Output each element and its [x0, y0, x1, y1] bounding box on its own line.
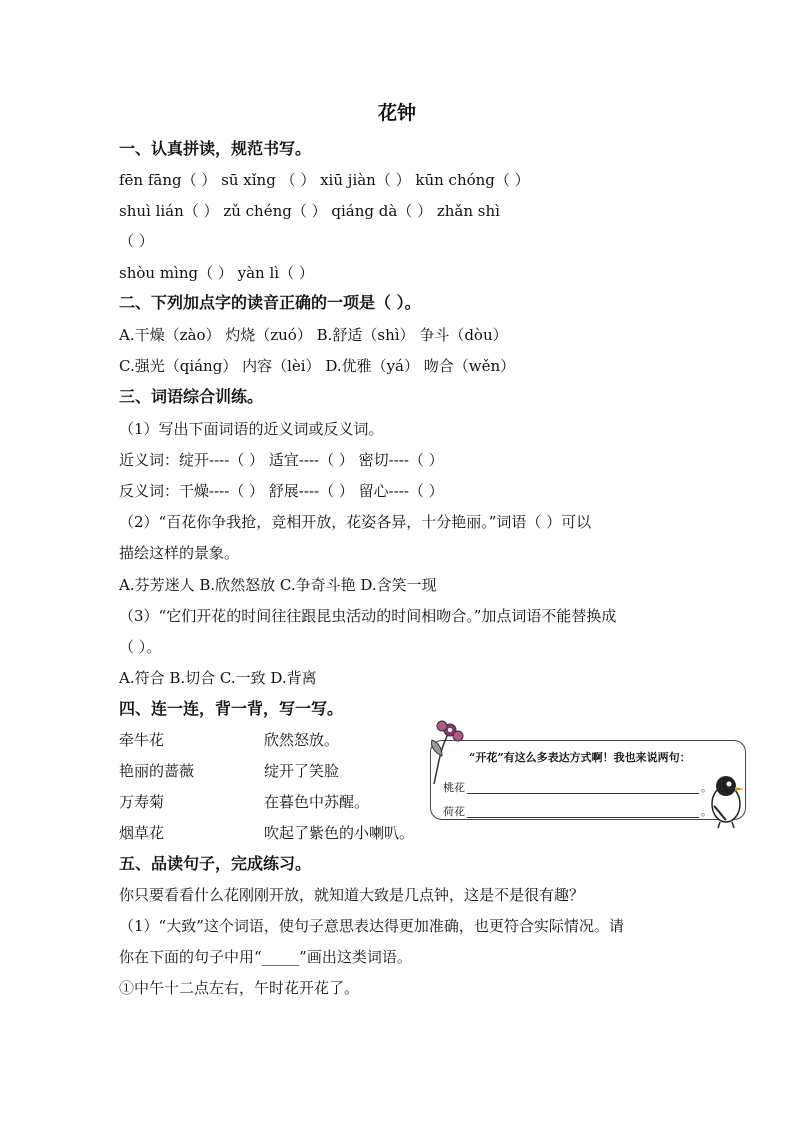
match-right-item: 吹起了紫色的小喇叭。 [264, 824, 415, 842]
inset-row-end: 。 [701, 781, 712, 794]
section3-q2-text-cont: 描绘这样的景象。 [119, 544, 240, 562]
match-right-item: 在暮色中苏醒。 [264, 793, 370, 811]
section3-q2-options: A.芬芳迷人 B.欣然怒放 C.争奇斗艳 D.含笑一现 [119, 576, 437, 594]
page-title: 花钟 [377, 102, 416, 124]
inset-row-label: 荷花 [443, 805, 465, 818]
pinyin-line-1: fēn fāng（ ） sū xǐng （ ） xiū jiàn（ ） kūn chóng（ ） [119, 171, 530, 189]
section4-heading: 四、连一连，背一背，写一写。 [119, 699, 344, 718]
section3-q3-text: （3）“它们开花的时间往往跟昆虫活动的时间相吻合。”加点词语不能替换成 [119, 607, 617, 625]
inset-heading: “开花”有这么多表达方式啊！我也来说两句： [469, 751, 691, 764]
synonym-line: 近义词：绽开----（ ） 适宜----（ ） 密切----（ ） [119, 451, 444, 469]
section1-heading: 一、认真拼读，规范书写。 [119, 139, 312, 158]
match-left-item: 牵牛花 [119, 731, 165, 749]
section3-q2-text: （2）“百花你争我抢，竞相开放，花姿各异，十分艳丽。”词语（ ）可以 [119, 513, 592, 531]
match-left-item: 艳丽的蔷薇 [119, 762, 195, 780]
section3-q3-options: A.符合 B.切合 C.一致 D.背离 [119, 669, 317, 687]
section5-q1-text-cont: 你在下面的句子中用“_____”画出这类词语。 [119, 948, 412, 966]
section5-heading: 五、品读句子，完成练习。 [119, 854, 312, 873]
section5-item-1: ①中午十二点左右，午时花开花了。 [119, 979, 360, 997]
pinyin-line-3: （ ） [119, 232, 154, 250]
pinyin-line-4: shòu mìng（ ） yàn lì（ ） [119, 264, 314, 282]
section5-sentence: 你只要看看什么花刚刚开放，就知道大致是几点钟，这是不是很有趣？ [119, 886, 585, 904]
answer-line [467, 793, 699, 794]
pinyin-line-2: shuì lián（ ） zǔ chéng（ ） qiáng dà（ ） zhǎn shì [119, 202, 500, 220]
bird-icon [704, 770, 748, 830]
match-right-item: 欣然怒放。 [264, 731, 340, 749]
speech-box [430, 740, 746, 820]
match-left-item: 万寿菊 [119, 793, 165, 811]
answer-line [467, 817, 699, 818]
flower-icon [424, 716, 472, 786]
section3-q3-text-cont: （ ）。 [119, 638, 162, 656]
inset-row-end: 。 [701, 805, 712, 818]
section3-q1: （1）写出下面词语的近义词或反义词。 [119, 420, 384, 438]
antonym-line: 反义词：干燥----（ ） 舒展----（ ） 留心----（ ） [119, 482, 444, 500]
inset-row-label: 桃花 [443, 781, 465, 794]
match-left-item: 烟草花 [119, 824, 165, 842]
match-right-item: 绽开了笑脸 [264, 762, 340, 780]
section2-heading: 二、下列加点字的读音正确的一项是（ ）。 [119, 293, 421, 312]
section2-options-cd: C.强光（qiáng） 内容（lèi） D.优雅（yá） 吻合（wěn） [119, 357, 516, 375]
writing-prompt-inset [424, 716, 750, 832]
section2-options-ab: A.干燥（zào） 灼烧（zuó） B.舒适（shì） 争斗（dòu） [119, 326, 508, 344]
section5-q1-text: （1）“大致”这个词语，使句子意思表达得更加准确，也更符合实际情况。请 [119, 917, 624, 935]
section3-heading: 三、词语综合训练。 [119, 387, 264, 406]
